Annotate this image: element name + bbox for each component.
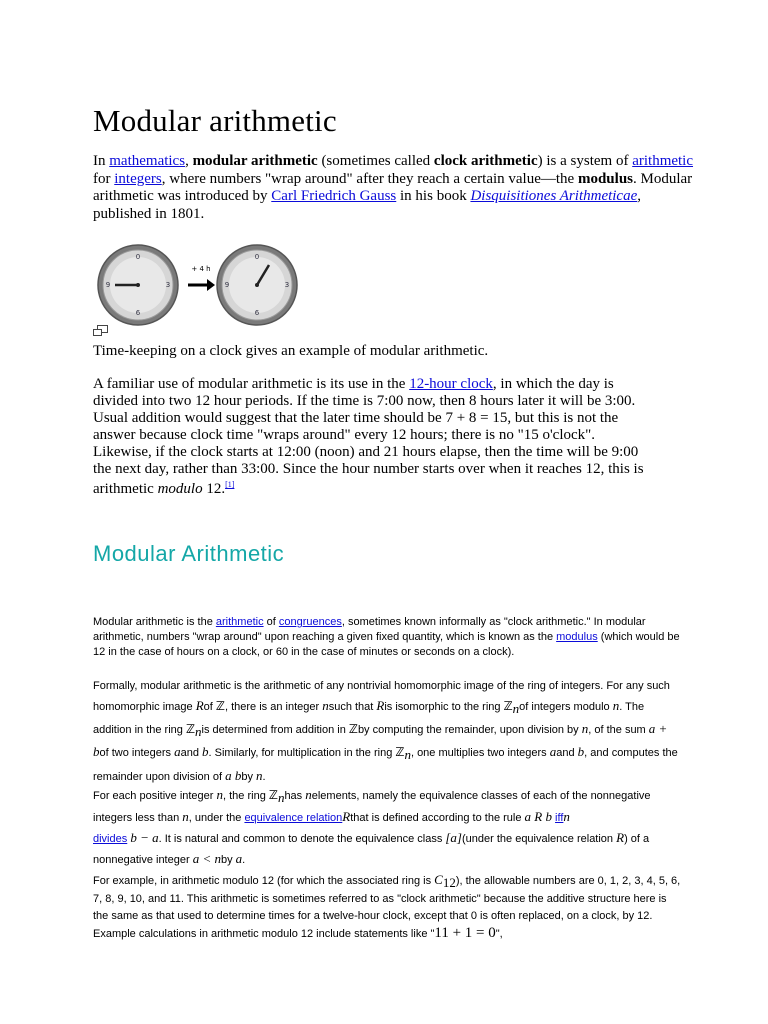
clock-right-12: 0 [254, 253, 260, 261]
intro-paragraph: In mathematics, modular arithmetic (sometimes called clock arithmetic) is a system of arithmetic for integers, where numbers "wrap around" after they reach a certain value—the modulus. Modular arithmetic was introduced by Carl Friedrich Gauss in his book Disquisitiones Arithmeticae, published in 1801. [93, 153, 694, 222]
section-paragraph-4: For example, in arithmetic modulo 12 (for which the associated ring is $C_{12}$), the allowable numbers are 0, 1, 2, 3, 4, 5, 6, 7, 8, 9, 10, and 11. This arithmetic is sometimes referred to as "clock arithmetic" because the additive structure here is the same as that used to determine times for a twelve-hour clock, except that 0 is often replaced, on a clock, by 12. Example calculations in arithmetic modulo 12 include statements like "11 + 1 = 0", [93, 872, 681, 942]
link-modulus[interactable]: modulus [556, 631, 598, 643]
link-integers[interactable]: integers [114, 170, 162, 187]
link-arithmetic[interactable]: arithmetic [632, 153, 694, 169]
clock-paragraph: A familiar use of modular arithmetic is its use in the 12-hour clock, in which the day is divided into two 12 hour periods. If the time is 7:00 now, then 8 hours later it will be 3:00. Usual addition would suggest that the later time should be 7 + 8 = 15, but this is not the answer because clock time "wraps around" every 12 hours; there is no "15 o'clock". Likewise, if the clock starts at 12:00 (noon) and 21 hours elapse, then the time will be 9:00 the next day, rather than 33:00. Since the hour number starts over when it reaches 12, this is arithmetic modulo 12.[1] [93, 376, 644, 498]
page-title: Modular arithmetic [93, 103, 337, 138]
figure-caption: Time-keeping on a clock gives an example of modular arithmetic. [93, 343, 489, 359]
link-gauss[interactable]: Carl Friedrich Gauss [271, 188, 397, 204]
link-divides[interactable]: divides [93, 833, 128, 846]
clock-left-12: 0 [135, 253, 141, 261]
reference-1[interactable]: [1] [225, 480, 235, 490]
clock-figure [93, 243, 313, 333]
clock-left-6: 6 [135, 309, 141, 317]
enlarge-icon[interactable] [93, 325, 108, 336]
link-disquisitiones[interactable]: Disquisitiones Arithmeticae [470, 188, 638, 204]
clock-right-6: 6 [254, 309, 260, 317]
link-arithmetic-2[interactable]: arithmetic [215, 616, 264, 628]
clock-left-3: 3 [165, 281, 171, 289]
section-heading: Modular Arithmetic [93, 541, 285, 566]
bold-modulus: modulus [577, 170, 633, 187]
link-iff[interactable]: iff [555, 812, 564, 825]
arrow-icon [188, 279, 215, 291]
section-paragraph-2: Formally, modular arithmetic is the arithmetic of any nontrivial homomorphic image of the ring of integers. For any such homomorphic image Rof ℤ, there is an integer nsuch that Ris isomorphic to the ring ℤ$_n$of integers modulo n. The addition in the ring ℤ$_n$is determined from addition in ℤby computing the remainder, upon division by n, of the sum a + bof two integers aand b. Similarly, for multiplication in the ring ℤ$_n$, one multiplies two integers aand b, and computes the remainder upon division of a bby n. [93, 680, 678, 783]
section-paragraph-3: For each positive integer n, the ring ℤ$_n$has nelements, namely the equivalence classes of each of the nonnegative integers less than n, under the equivalence relationRthat is defined according to the rule a R b iffn divides b − a. It is natural and common to denote the equivalence class [a](under the equivalence relation R) of a nonnegative integer a < nby a. [93, 787, 651, 867]
clock-right-9: 9 [224, 281, 230, 289]
clock-left [98, 245, 178, 325]
clock-right [217, 245, 297, 325]
link-equivalence-relation[interactable]: equivalence relation [244, 812, 343, 825]
arrow-label: + 4 h [191, 265, 211, 273]
section-paragraph-1: Modular arithmetic is the arithmetic of congruences, sometimes known informally as "clock arithmetic." In modular arithmetic, numbers "wrap around" upon reaching a given fixed quantity, which is known as the modulus (which would be 12 in the case of hours on a clock, or 60 in the case of minutes or seconds on a clock). [93, 616, 680, 658]
bold-clock-arithmetic: clock arithmetic [433, 153, 538, 169]
clock-left-9: 9 [105, 281, 111, 289]
link-12-hour-clock[interactable]: 12-hour clock [409, 376, 493, 392]
clock-right-3: 3 [284, 281, 290, 289]
link-congruences[interactable]: congruences [278, 616, 342, 628]
bold-modular-arithmetic: modular arithmetic [192, 153, 318, 169]
link-mathematics[interactable]: mathematics [109, 153, 186, 169]
